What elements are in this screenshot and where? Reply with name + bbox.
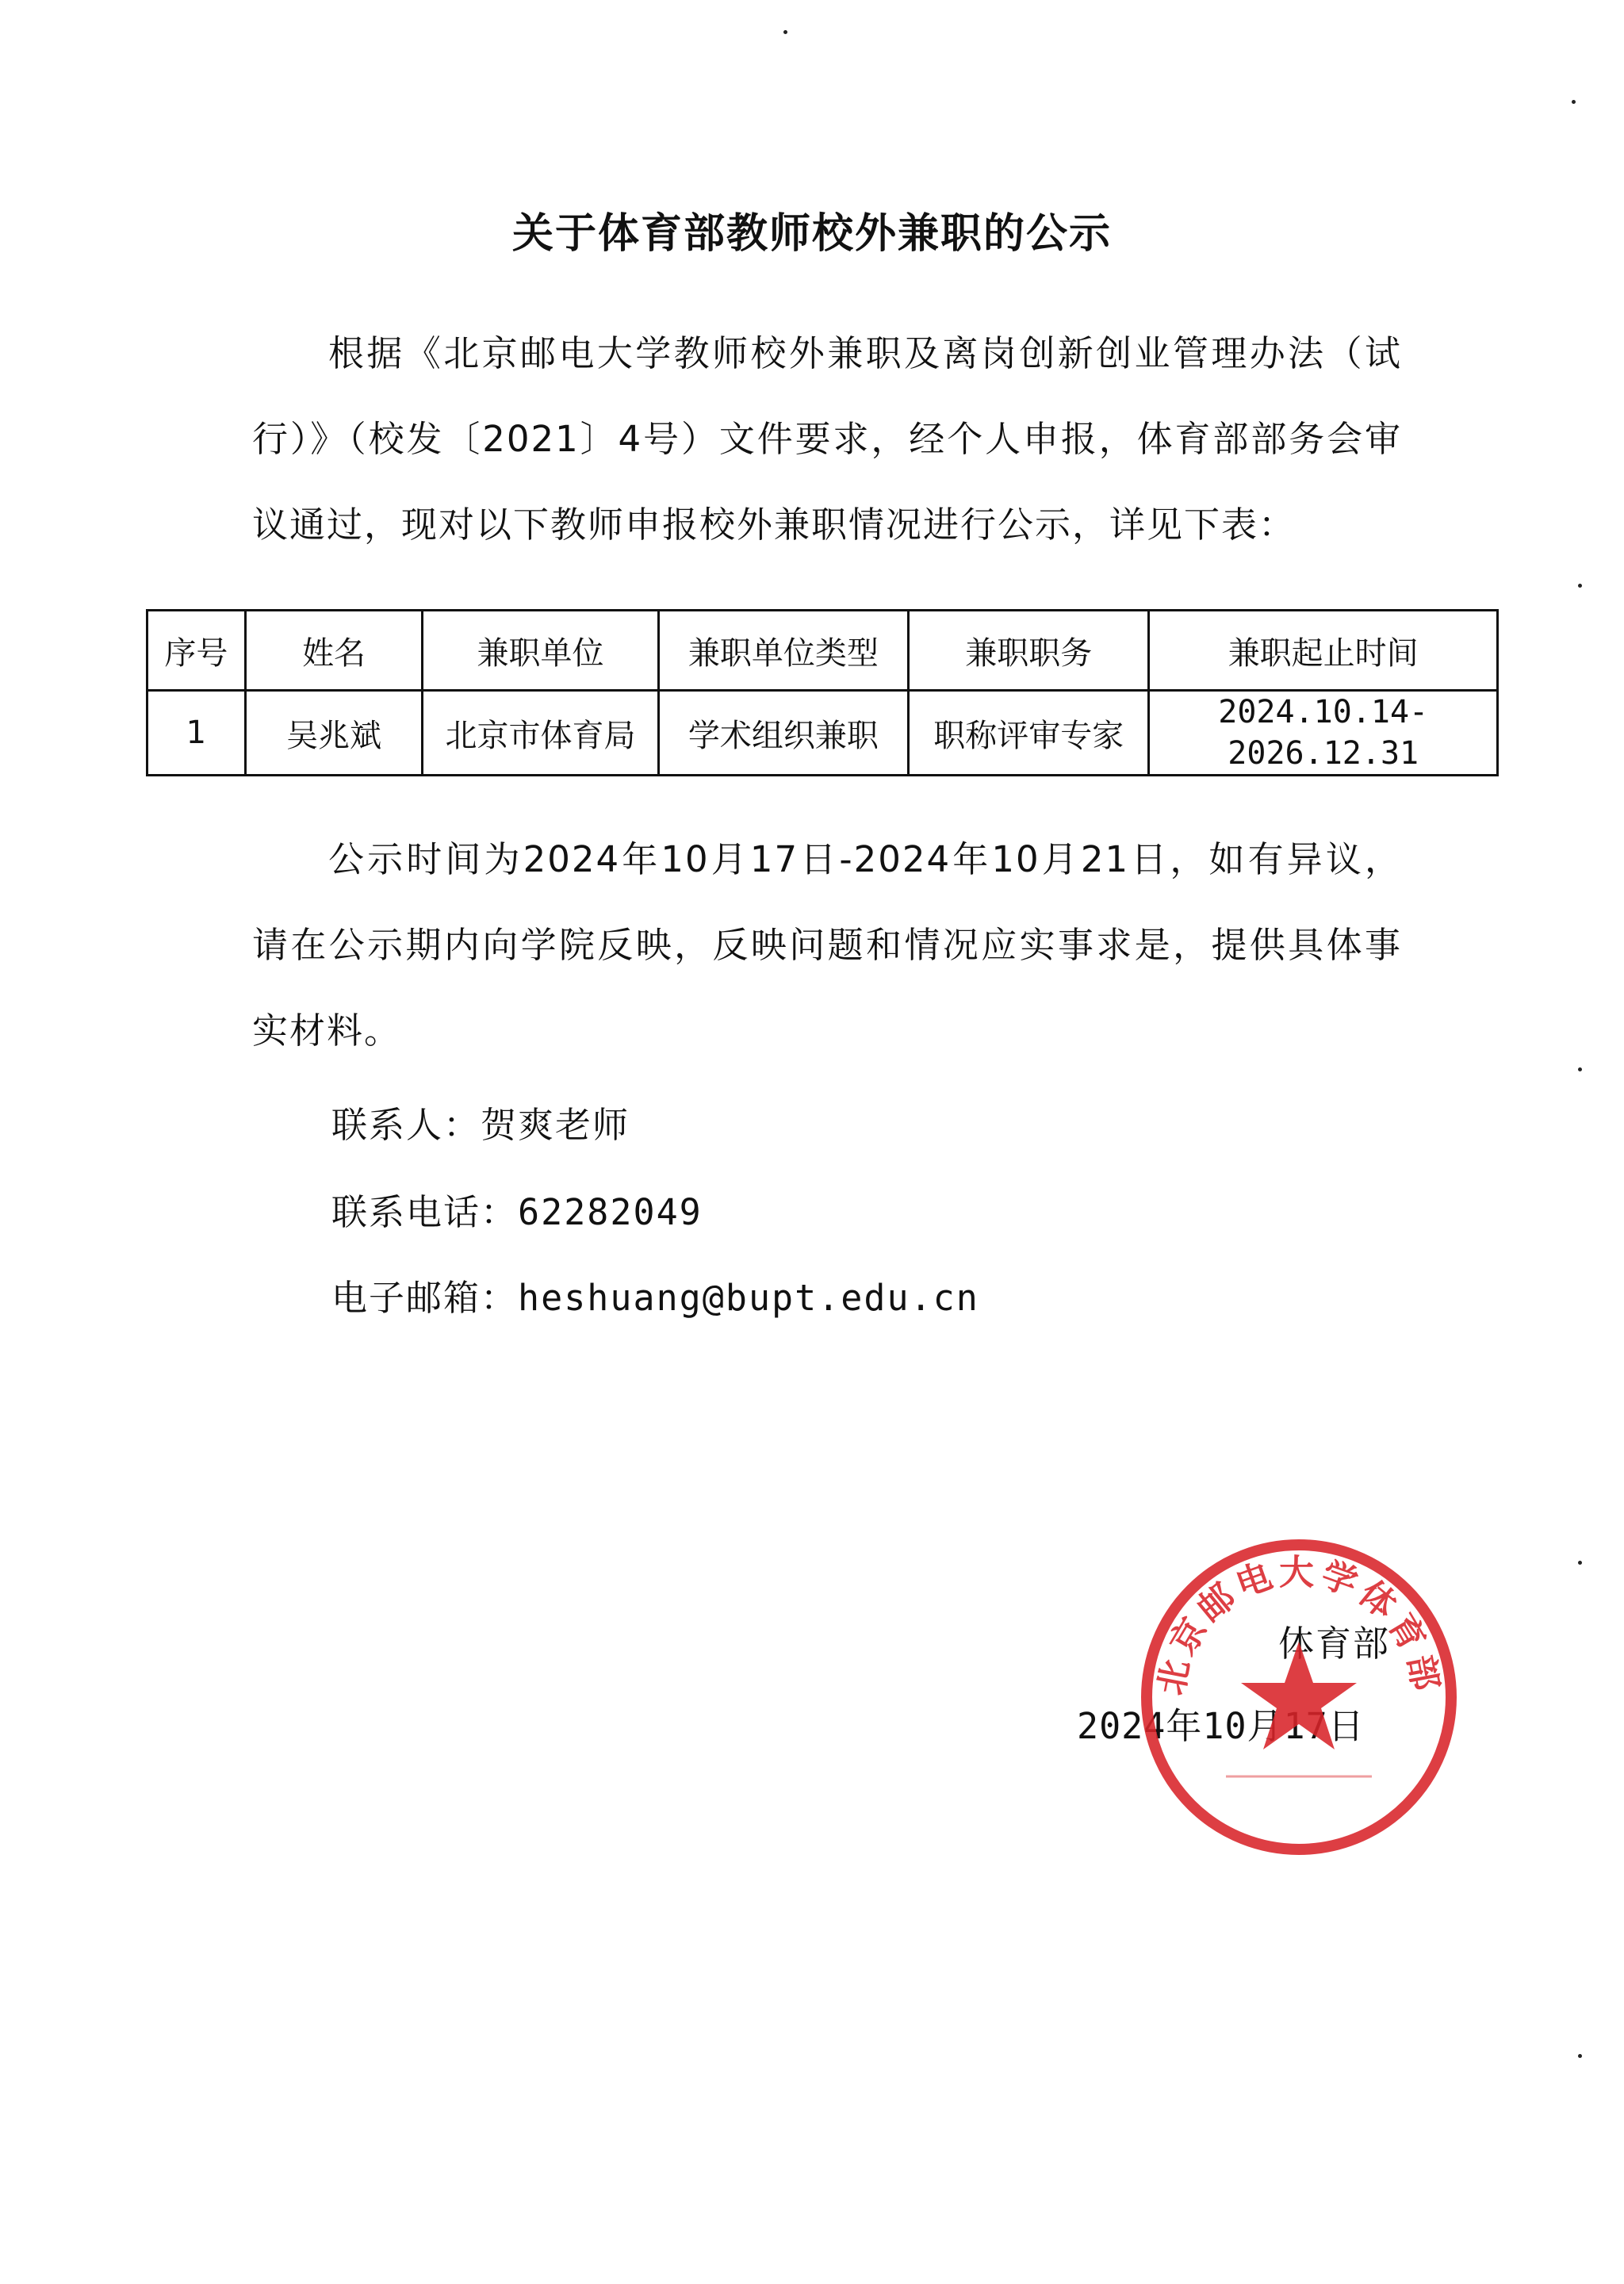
- cell-org-type: 学术组织兼职: [658, 691, 908, 776]
- contact-person: 贺爽老师: [481, 1104, 630, 1146]
- scan-speck: [1578, 1561, 1582, 1565]
- header-period: 兼职起止时间: [1149, 611, 1498, 691]
- cell-org: 北京市体育局: [423, 691, 658, 776]
- period-end: 2026.12.31: [1228, 735, 1419, 772]
- contact-email-line: [331, 1269, 979, 1320]
- contact-phone: 62282049: [518, 1191, 703, 1233]
- period-start: 2024.10.14-: [1218, 694, 1429, 730]
- intro-paragraph: 根据《北京邮电大学教师校外兼职及离岗创新创业管理办法（试行）》（校发〔2021〕4号）文件要求，经个人申报，体育部部务会审议通过，现对以下教师申报校外兼职情况进行公示，详见下表：: [252, 332, 1402, 546]
- parttime-table: [146, 609, 1499, 776]
- scan-speck: [783, 30, 787, 34]
- scan-speck: [1572, 100, 1576, 104]
- contact-email: heshuang@bupt.edu.cn: [518, 1277, 979, 1319]
- official-seal-stamp: [1132, 1531, 1465, 1864]
- page-title: 关于体育部教师校外兼职的公示: [511, 209, 1112, 258]
- notice-paragraph: 公示时间为2024年10月17日-2024年10月21日，如有异议，请在公示期内向学院反映，反映问题和情况应实事求是，提供具体事实材料。: [252, 838, 1402, 1052]
- header-org-type: 兼职单位类型: [658, 611, 908, 691]
- cell-no: 1: [147, 691, 246, 776]
- scan-speck: [1578, 1067, 1582, 1071]
- signature-dept: 体育部: [1278, 1623, 1391, 1665]
- table-header-row: [147, 611, 1498, 691]
- svg-text:北京邮电大学体育部: 北京邮电大学体育部: [1151, 1552, 1447, 1699]
- contact-email-label: 电子邮箱：: [331, 1277, 519, 1319]
- contact-phone-line: [331, 1183, 703, 1235]
- contact-person-label: 联系人：: [331, 1104, 481, 1146]
- scan-speck: [1578, 2054, 1582, 2058]
- signature-date: 2024年10月17日: [1077, 1705, 1365, 1747]
- cell-name: 吴兆斌: [245, 691, 423, 776]
- contact-person-line: [331, 1096, 630, 1148]
- cell-position: 职称评审专家: [909, 691, 1149, 776]
- header-name: 姓名: [245, 611, 423, 691]
- cell-period: [1149, 691, 1498, 776]
- header-no: 序号: [147, 611, 246, 691]
- table-row: [147, 691, 1498, 776]
- header-position: 兼职职务: [909, 611, 1149, 691]
- scan-speck: [1578, 584, 1582, 588]
- seal-star-icon: [1241, 1642, 1357, 1749]
- header-org: 兼职单位: [423, 611, 658, 691]
- contact-phone-label: 联系电话：: [331, 1191, 519, 1233]
